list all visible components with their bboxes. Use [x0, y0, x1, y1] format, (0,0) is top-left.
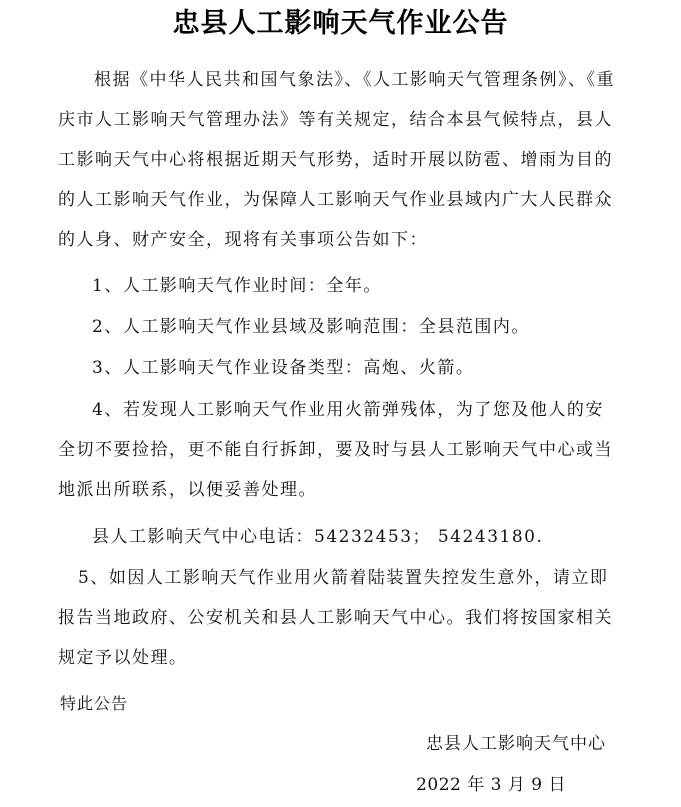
item-work-time: 1、人工影响天气作业时间：全年。	[92, 276, 382, 296]
notice-title: 忠县人工影响天气作业公告	[172, 8, 509, 39]
issuer-signature: 忠县人工影响天气中心	[426, 734, 606, 754]
item-equipment-type: 3、人工影响天气作业设备类型：高炮、火箭。	[92, 358, 475, 378]
item-rocket-debris: 4、若发现人工影响天气作业用火箭弹残体，为了您及他人的安全切不要捡拾，更不能自行拆卸，要及时与县人工影响天气中心或当地派出所联系，以便妥善处理。	[58, 400, 613, 500]
closing-phrase: 特此公告	[60, 694, 129, 713]
intro-paragraph: 根据《中华人民共和国气象法》、《人工影响天气管理条例》、《重庆市人工影响天气管理办法》等有关规定，结合本县气候特点，县人工影响天气中心将根据近期天气形势，适时开展以防雹、增雨为目的的人工影响天气作业，为保障人工影响天气作业县域内广大人民群众的人身、财产安全，现将有关事项公告如下：	[58, 70, 615, 250]
issue-date: 2022 年 3 月 9 日	[416, 775, 566, 795]
item-work-area: 2、人工影响天气作业县域及影响范围：全县范围内。	[92, 317, 530, 337]
center-phone-line: 县人工影响天气中心电话：54232453； 54243180.	[92, 527, 544, 547]
item-accident-report: 5、如因人工影响天气作业用火箭着陆装置失控发生意外，请立即报告当地政府、公安机关和县人工影响天气中心。我们将按国家相关规定予以处理。	[58, 568, 613, 668]
